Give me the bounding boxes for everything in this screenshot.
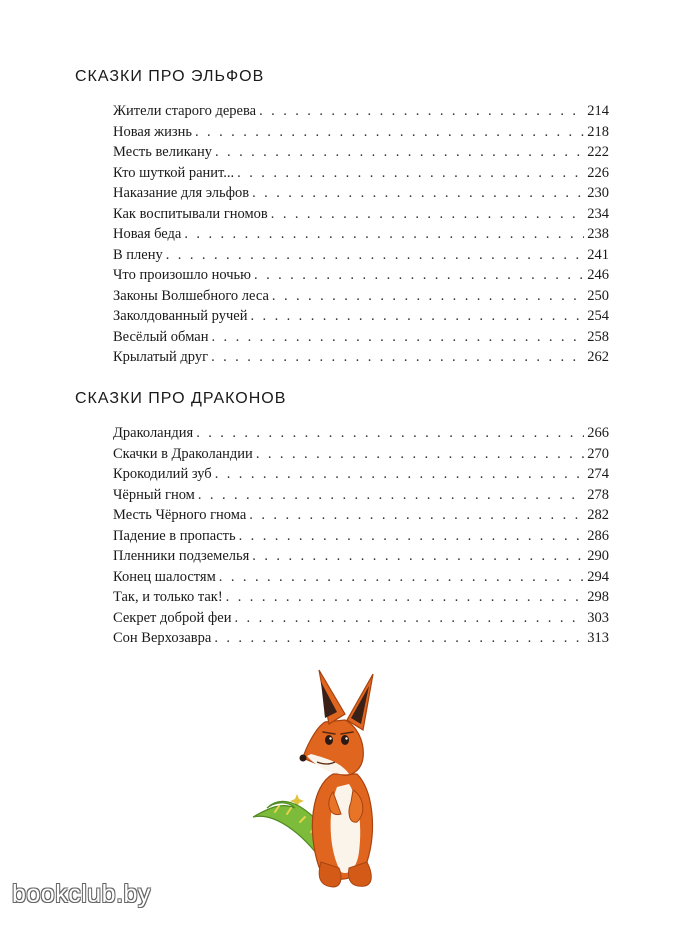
watermark: bookclub.by — [12, 880, 151, 908]
dot-leader — [196, 423, 584, 444]
entry-title: Заколдованный ручей — [113, 308, 248, 324]
toc-entry[interactable] — [113, 286, 609, 307]
entry-page: 290 — [587, 548, 609, 564]
toc-entry[interactable] — [113, 245, 609, 266]
entry-page: 303 — [587, 609, 609, 626]
toc-entry[interactable] — [113, 327, 609, 348]
toc-entry[interactable] — [113, 265, 609, 286]
entry-title: Конец шалостям — [113, 568, 216, 585]
entry-page: 241 — [587, 246, 609, 263]
dot-leader — [252, 183, 584, 204]
dot-leader — [254, 265, 584, 286]
dot-leader — [272, 286, 584, 307]
toc-entry[interactable] — [113, 142, 609, 163]
entry-page: 266 — [587, 425, 609, 441]
entry-page: 218 — [587, 123, 609, 140]
entry-page: 250 — [587, 287, 609, 304]
entry-title: Законы Волшебного леса — [113, 287, 269, 304]
entry-title: Секрет доброй феи — [113, 609, 232, 626]
dot-leader — [252, 546, 584, 567]
entry-title: Пленники подземелья — [113, 548, 250, 564]
dot-leader — [219, 567, 584, 588]
entry-title: Крокодилий зуб — [113, 466, 212, 482]
entry-title: В плену — [113, 246, 163, 263]
dot-leader — [256, 444, 584, 465]
toc-list — [113, 423, 609, 649]
entry-title: Весёлый обман — [113, 328, 209, 345]
dot-leader — [239, 526, 585, 547]
entry-title: Месть Чёрного гнома — [113, 507, 247, 523]
toc-entry[interactable] — [113, 546, 609, 567]
toc-entry[interactable] — [113, 224, 609, 245]
dot-leader — [250, 306, 584, 327]
entry-page: 238 — [587, 226, 609, 242]
entry-page: 262 — [587, 349, 609, 365]
toc-entry[interactable] — [113, 306, 609, 327]
entry-page: 254 — [587, 308, 609, 324]
entry-title: Новая беда — [113, 226, 182, 242]
entry-page: 286 — [587, 527, 609, 544]
dot-leader — [271, 204, 584, 225]
entry-title: Падение в пропасть — [113, 527, 236, 544]
entry-page: 222 — [587, 144, 609, 160]
toc-entry[interactable] — [113, 464, 609, 485]
entry-page: 270 — [587, 445, 609, 462]
entry-page: 298 — [587, 589, 609, 605]
toc-entry[interactable] — [113, 183, 609, 204]
toc-entry[interactable] — [113, 505, 609, 526]
entry-page: 246 — [587, 267, 609, 283]
entry-page: 226 — [587, 164, 609, 181]
fox-with-dragon-tail-icon — [245, 662, 415, 892]
dot-leader — [226, 587, 585, 608]
dot-leader — [215, 464, 585, 485]
toc-entry[interactable] — [113, 423, 609, 444]
entry-page: 274 — [587, 466, 609, 482]
toc-entry[interactable] — [113, 101, 609, 122]
entry-title: Драколандия — [113, 425, 194, 441]
toc-entry[interactable] — [113, 122, 609, 143]
section-title: СКАЗКИ ПРО ДРАКОНОВ — [75, 390, 287, 407]
entry-title: Жители старого дерева — [113, 103, 257, 119]
entry-page: 278 — [587, 486, 609, 503]
dot-leader — [166, 245, 585, 266]
dot-leader — [198, 485, 584, 506]
dot-leader — [184, 224, 584, 245]
toc-entry[interactable] — [113, 608, 609, 629]
dot-leader — [214, 628, 584, 649]
toc-entry[interactable] — [113, 567, 609, 588]
entry-title: Месть великану — [113, 144, 212, 160]
entry-title: Наказание для эльфов — [113, 185, 250, 201]
toc-entry[interactable] — [113, 163, 609, 184]
entry-title: Сон Верхозавра — [113, 630, 212, 646]
entry-title: Кто шуткой ранит... — [113, 164, 235, 181]
entry-page: 282 — [587, 507, 609, 523]
entry-page: 313 — [587, 630, 609, 646]
entry-page: 258 — [587, 328, 609, 345]
dot-leader — [259, 101, 584, 122]
entry-page: 294 — [587, 568, 609, 585]
entry-title: Что произошло ночью — [113, 267, 252, 283]
toc-entry[interactable] — [113, 587, 609, 608]
entry-page: 230 — [587, 185, 609, 201]
dot-leader — [249, 505, 584, 526]
dot-leader — [215, 142, 584, 163]
toc-entry[interactable] — [113, 204, 609, 225]
dot-leader — [195, 122, 584, 143]
entry-page: 234 — [587, 205, 609, 222]
dot-leader — [234, 608, 584, 629]
entry-title: Скачки в Драколандии — [113, 445, 253, 462]
entry-title: Как воспитывали гномов — [113, 205, 268, 222]
dot-leader — [211, 327, 584, 348]
toc-entry[interactable] — [113, 444, 609, 465]
toc-list — [113, 101, 609, 368]
section-title: СКАЗКИ ПРО ЭЛЬФОВ — [75, 68, 265, 85]
dot-leader — [237, 163, 584, 184]
dot-leader — [211, 347, 584, 368]
entry-title: Так, и только так! — [113, 589, 223, 605]
entry-title: Чёрный гном — [113, 486, 195, 503]
toc-entry[interactable] — [113, 628, 609, 649]
entry-title: Новая жизнь — [113, 123, 192, 140]
toc-entry[interactable] — [113, 485, 609, 506]
toc-entry[interactable] — [113, 526, 609, 547]
entry-page: 214 — [587, 103, 609, 119]
entry-title: Крылатый друг — [113, 349, 209, 365]
toc-entry[interactable] — [113, 347, 609, 368]
